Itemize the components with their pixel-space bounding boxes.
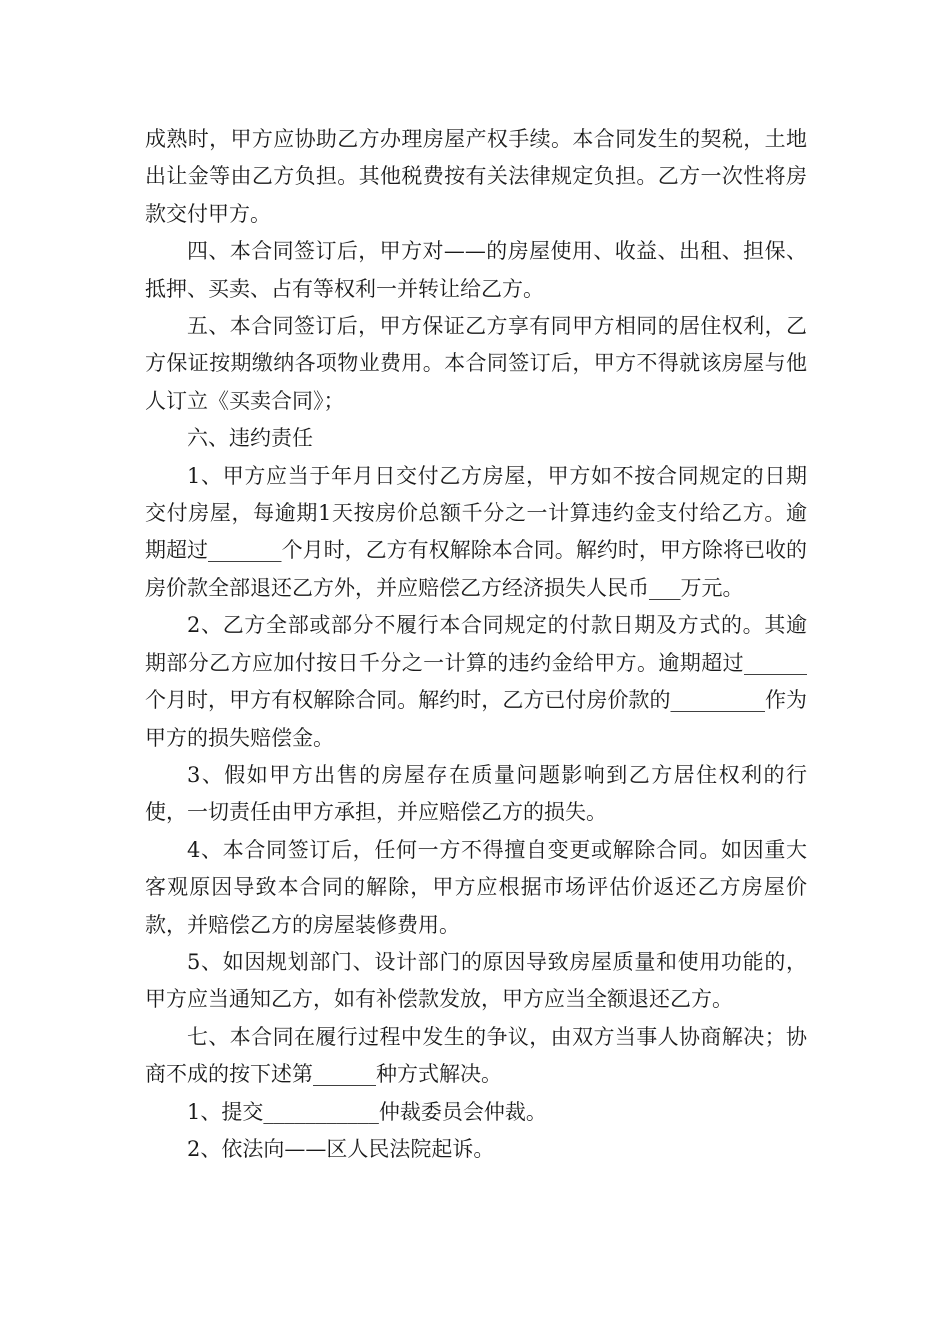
paragraph-breach-item-1: 1、甲方应当于年月日交付乙方房屋，甲方如不按合同规定的日期交付房屋，每逾期1天按房价总额千分之一计算违约金支付给乙方。逾期超过_______个月时，乙方有权解除本合同。解约时，甲方除将已收的房价款全部退还乙方外，并应赔偿乙方经济损失人民币___万元。 [145, 463, 807, 600]
paragraph-breach-item-3: 3、假如甲方出售的房屋存在质量问题影响到乙方居住权利的行使，一切责任由甲方承担，并应赔偿乙方的损失。 [145, 762, 807, 825]
paragraph-clause-seven: 七、本合同在履行过程中发生的争议，由双方当事人协商解决；协商不成的按下述第______种方式解决。 [145, 1024, 807, 1087]
paragraph-clause-six-heading: 六、违约责任 [187, 426, 313, 451]
paragraph-dispute-option-1: 1、提交___________仲裁委员会仲裁。 [187, 1099, 547, 1124]
paragraph-clause-five: 五、本合同签订后，甲方保证乙方享有同甲方相同的居住权利，乙方保证按期缴纳各项物业费用。本合同签订后，甲方不得就该房屋与他人订立《买卖合同》； [145, 314, 807, 413]
paragraph-breach-item-2: 2、乙方全部或部分不履行本合同规定的付款日期及方式的。其逾期部分乙方应加付按日千分之一计算的违约金给甲方。逾期超过______个月时，甲方有权解除合同。解约时，乙方已付房价款的_________作为甲方的损失赔偿金。 [145, 613, 807, 750]
document-body [145, 121, 807, 1168]
paragraph-clause-four: 四、本合同签订后，甲方对——的房屋使用、收益、出租、担保、抵押、买卖、占有等权利一并转让给乙方。 [145, 239, 807, 301]
paragraph-breach-item-5: 5、如因规划部门、设计部门的原因导致房屋质量和使用功能的，甲方应当通知乙方，如有补偿款发放，甲方应当全额退还乙方。 [145, 949, 807, 1012]
paragraph-property-rights: 成熟时，甲方应协助乙方办理房屋产权手续。本合同发生的契税，土地出让金等由乙方负担。其他税费按有关法律规定负担。乙方一次性将房款交付甲方。 [145, 127, 807, 226]
paragraph-breach-item-4: 4、本合同签订后，任何一方不得擅自变更或解除合同。如因重大客观原因导致本合同的解除，甲方应根据市场评估价返还乙方房屋价款，并赔偿乙方的房屋装修费用。 [145, 837, 807, 937]
paragraph-dispute-option-2: 2、依法向——区人民法院起诉。 [187, 1136, 495, 1161]
